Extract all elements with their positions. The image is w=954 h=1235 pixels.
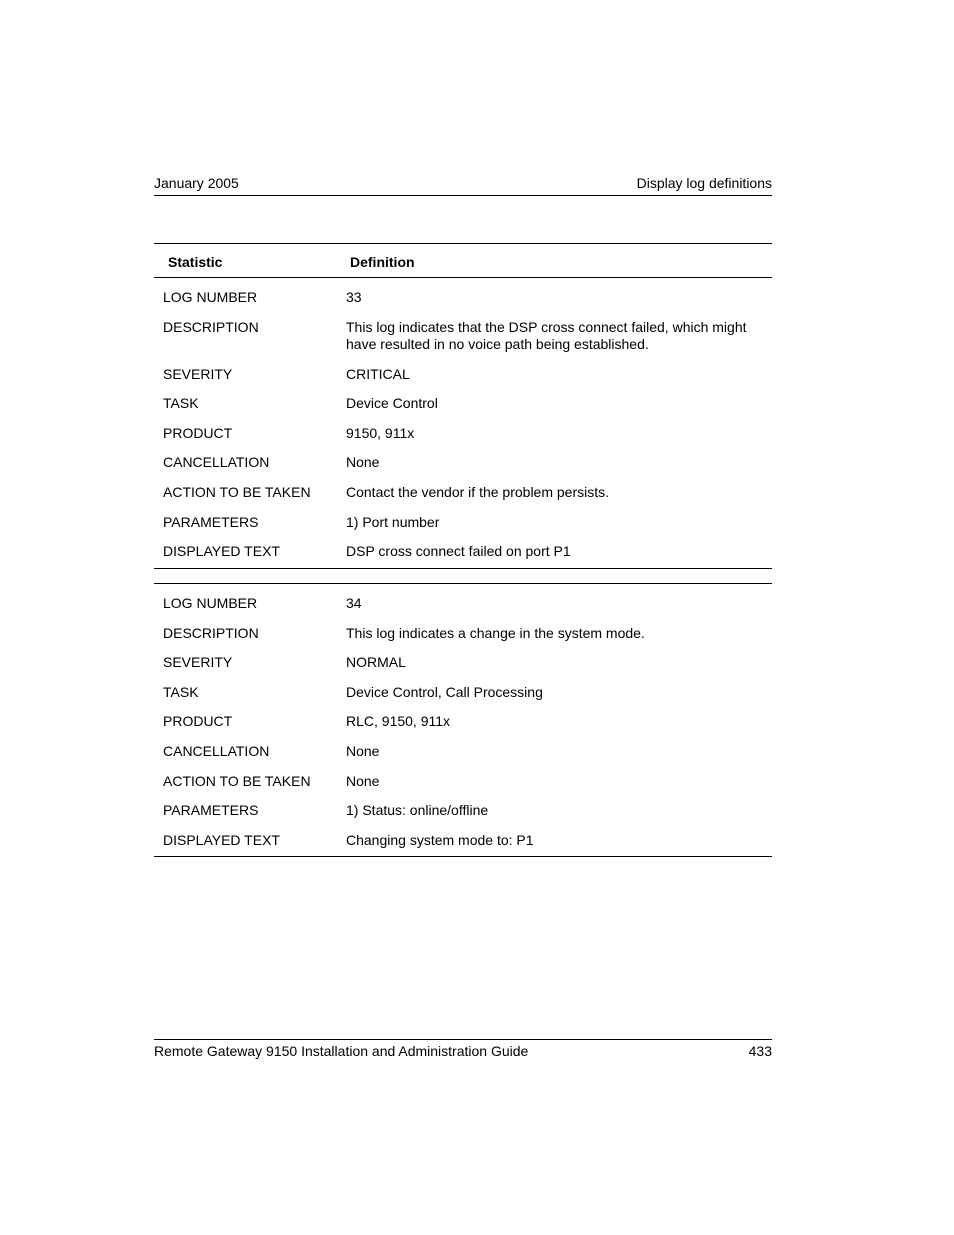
- table-row: [154, 827, 772, 857]
- page-header: [154, 175, 772, 196]
- table-header: [154, 244, 772, 278]
- header-section: Display log definitions: [636, 175, 772, 191]
- row-key: PARAMETERS: [163, 802, 259, 819]
- row-value: Changing system mode to: P1: [346, 831, 534, 848]
- row-key: DESCRIPTION: [163, 318, 259, 335]
- table-row: [154, 479, 772, 509]
- table-row: [154, 738, 772, 768]
- table-row: [154, 390, 772, 420]
- page-number: 433: [748, 1043, 772, 1059]
- footer-title: Remote Gateway 9150 Installation and Administration Guide: [154, 1043, 529, 1059]
- table-row: [154, 649, 772, 679]
- table-row: [154, 590, 772, 620]
- table-row: [154, 768, 772, 798]
- row-value: Device Control: [346, 395, 438, 412]
- table-row: [154, 679, 772, 709]
- row-key: DESCRIPTION: [163, 624, 259, 641]
- row-value: RLC, 9150, 911x: [346, 713, 451, 730]
- col-statistic: Statistic: [168, 254, 223, 270]
- row-key: ACTION TO BE TAKEN: [163, 772, 311, 789]
- row-key: TASK: [163, 395, 199, 412]
- row-value: Device Control, Call Processing: [346, 683, 543, 700]
- row-key: LOG NUMBER: [163, 595, 258, 611]
- table-row: [154, 509, 772, 539]
- row-key: PRODUCT: [163, 424, 233, 441]
- table-row: [154, 284, 772, 314]
- row-value: 1) Status: online/offline: [346, 802, 489, 819]
- row-key: PARAMETERS: [163, 513, 259, 530]
- row-value: DSP cross connect failed on port P1: [346, 543, 571, 560]
- table-row: [154, 314, 772, 361]
- row-value: This log indicates that the DSP cross connect failed, which might have resulted in no voice path being established.: [346, 318, 747, 352]
- row-key: CANCELLATION: [163, 454, 270, 471]
- table-row: [154, 361, 772, 391]
- row-value: 1) Port number: [346, 513, 440, 530]
- table-row: [154, 708, 772, 738]
- row-key: SEVERITY: [163, 365, 233, 382]
- row-key: CANCELLATION: [163, 742, 270, 759]
- col-definition: Definition: [350, 254, 415, 270]
- row-value: None: [346, 772, 380, 789]
- row-key: LOG NUMBER: [163, 289, 258, 305]
- row-value: 34: [346, 595, 362, 611]
- row-key: DISPLAYED TEXT: [163, 831, 280, 848]
- row-key: DISPLAYED TEXT: [163, 543, 280, 560]
- log-table-34: [154, 583, 772, 857]
- row-key: TASK: [163, 683, 199, 700]
- row-value: NORMAL: [346, 654, 406, 671]
- row-value: None: [346, 742, 380, 759]
- row-value: 33: [346, 289, 362, 305]
- row-value: 9150, 911x: [346, 424, 415, 441]
- row-value: Contact the vendor if the problem persists.: [346, 483, 610, 500]
- table-row: [154, 797, 772, 827]
- table-row: [154, 538, 772, 568]
- row-key: ACTION TO BE TAKEN: [163, 483, 311, 500]
- row-value: This log indicates a change in the system mode.: [346, 624, 645, 641]
- row-key: PRODUCT: [163, 713, 233, 730]
- row-value: None: [346, 454, 380, 471]
- table-row: [154, 449, 772, 479]
- table-row: [154, 420, 772, 450]
- table-row: [154, 620, 772, 650]
- row-key: SEVERITY: [163, 654, 233, 671]
- page-footer: [154, 1039, 772, 1063]
- header-date: January 2005: [154, 175, 239, 191]
- row-value: CRITICAL: [346, 365, 410, 382]
- log-table-33: [154, 243, 772, 569]
